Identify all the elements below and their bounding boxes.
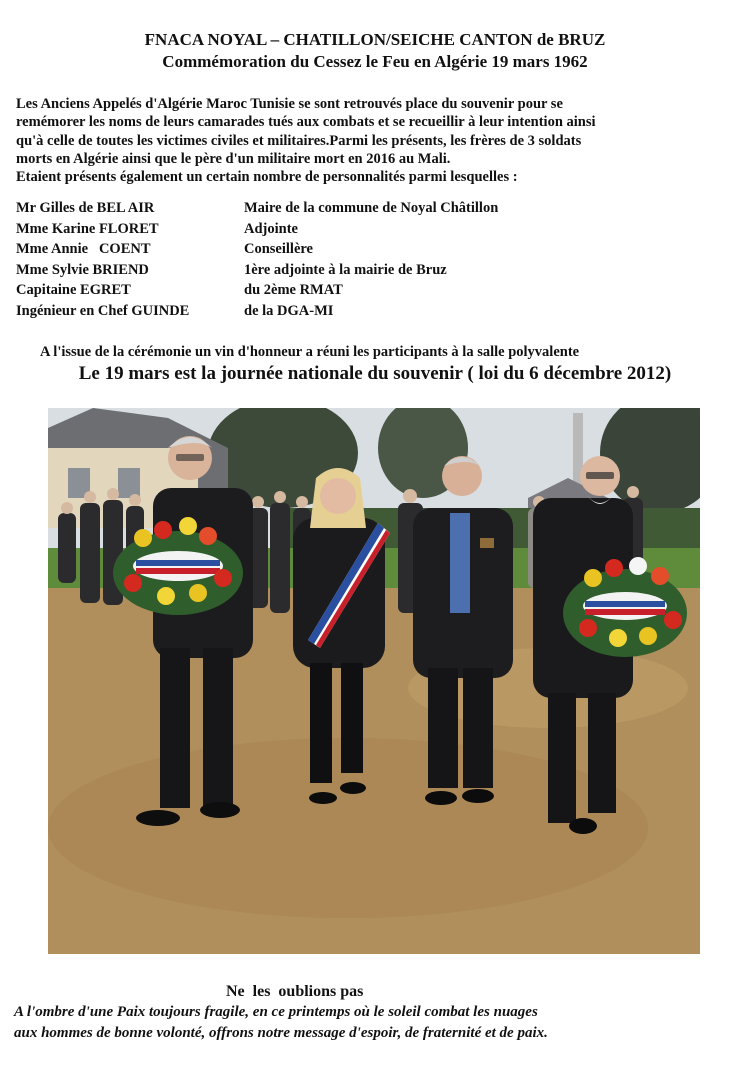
personality-row bbox=[16, 198, 736, 219]
intro-paragraph bbox=[16, 95, 738, 186]
personality-row bbox=[16, 301, 736, 322]
personality-name: Ingénieur en Chef GUINDE bbox=[16, 302, 190, 319]
ceremony-photo-illustration bbox=[48, 408, 700, 954]
personality-role: Conseillère bbox=[244, 241, 313, 258]
personalities-list bbox=[16, 198, 736, 322]
poem-line: A l'ombre d'une Paix toujours fragile, en ce printemps où le soleil combat les nuages bbox=[14, 1004, 538, 1020]
personality-role: Adjointe bbox=[244, 220, 298, 237]
personality-name: Mme Karine FLORET bbox=[16, 220, 159, 237]
ceremony-photo bbox=[48, 408, 700, 954]
personality-name: Capitaine EGRET bbox=[16, 282, 131, 299]
personality-name: Mr Gilles de BEL AIR bbox=[16, 200, 155, 216]
intro-line: qu'à celle de toutes les victimes civiles et militaires.Parmi les présents, les frères de 3 soldats bbox=[16, 132, 582, 149]
personality-role: 1ère adjointe à la mairie de Bruz bbox=[244, 261, 447, 278]
national-day-statement: Le 19 mars est la journée nationale du souvenir ( loi du 6 décembre 2012) bbox=[78, 363, 672, 384]
closing-heading: Ne les oublions pas bbox=[226, 983, 364, 1000]
personality-row bbox=[16, 239, 736, 260]
personality-row bbox=[16, 219, 736, 240]
reception-note: A l'issue de la cérémonie un vin d'honneur a réuni les participants à la salle polyvalente bbox=[40, 344, 580, 360]
personality-row bbox=[16, 280, 736, 301]
personality-role: de la DGA-MI bbox=[244, 302, 334, 319]
header-title-line2: Commémoration du Cessez le Feu en Algérie 19 mars 1962 bbox=[162, 52, 588, 71]
closing-poem bbox=[14, 1002, 744, 1043]
personality-name: Mme Sylvie BRIEND bbox=[16, 261, 149, 278]
intro-line: remémorer les noms de leurs camarades tués aux combats et se recueillir à leur intention ainsi bbox=[16, 114, 596, 131]
intro-line: Etaient présents également un certain nombre de personnalités parmi lesquelles : bbox=[16, 169, 518, 186]
personality-row bbox=[16, 260, 736, 281]
intro-line: morts en Algérie ainsi que le père d'un militaire mort en 2016 au Mali. bbox=[16, 150, 451, 167]
personality-role: Maire de la commune de Noyal Châtillon bbox=[244, 200, 499, 216]
personality-role: du 2ème RMAT bbox=[244, 282, 343, 299]
poem-line: aux hommes de bonne volonté, offrons notre message d'espoir, de fraternité et de paix. bbox=[14, 1024, 548, 1041]
intro-line: Les Anciens Appelés d'Algérie Maroc Tunisie se sont retrouvés place du souvenir pour se bbox=[16, 96, 563, 112]
header-title-line1: FNACA NOYAL – CHATILLON/SEICHE CANTON de BRUZ bbox=[144, 30, 606, 49]
personality-name: Mme Annie COENT bbox=[16, 241, 151, 258]
